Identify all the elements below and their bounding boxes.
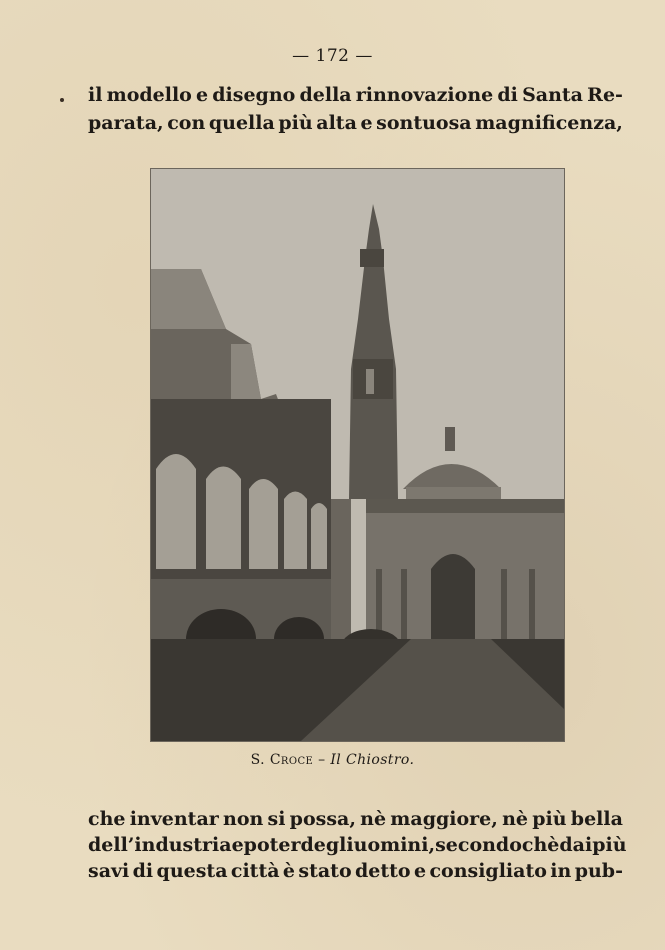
word: in xyxy=(550,860,572,882)
word: questa xyxy=(156,860,228,882)
word: maggiore, xyxy=(390,808,498,830)
word: e xyxy=(413,860,427,882)
word: stato xyxy=(298,860,352,882)
word: detto xyxy=(355,860,411,882)
margin-mark xyxy=(60,98,64,102)
word: sontuosa xyxy=(376,112,472,134)
bottom-text-line-2 xyxy=(88,834,627,856)
bottom-text-line-1 xyxy=(88,808,623,830)
word: bella xyxy=(570,808,623,830)
word: alta xyxy=(316,112,357,134)
word: città xyxy=(230,860,280,882)
word: degli xyxy=(300,834,354,856)
word: modello xyxy=(106,84,192,106)
word: disegno xyxy=(212,84,296,106)
word: con xyxy=(167,112,206,134)
word: di xyxy=(497,84,518,106)
cloister-photograph xyxy=(151,169,564,741)
word: di xyxy=(132,860,154,882)
word: possa, xyxy=(289,808,356,830)
word: non xyxy=(223,808,264,830)
word: si xyxy=(267,808,286,830)
word: inventar xyxy=(129,808,219,830)
word: pub- xyxy=(574,860,623,882)
word: il xyxy=(88,84,103,106)
word: dell’industria xyxy=(88,834,232,856)
word: più xyxy=(278,112,313,134)
caption-separator: – xyxy=(313,752,331,768)
word: consigliato xyxy=(429,860,547,882)
word: secondochè xyxy=(435,834,560,856)
word: della xyxy=(299,84,352,106)
word: savi xyxy=(88,860,130,882)
word: magnificenza, xyxy=(475,112,623,134)
word: dai xyxy=(559,834,593,856)
word: più xyxy=(532,808,567,830)
word: nè xyxy=(502,808,529,830)
top-text-line-2 xyxy=(88,112,623,134)
caption-place: S. Croce xyxy=(250,752,314,768)
word: è xyxy=(282,860,296,882)
word: uomini, xyxy=(353,834,436,856)
word: e xyxy=(196,84,209,106)
page-number: — 172 — xyxy=(292,46,373,66)
figure-caption xyxy=(0,752,665,768)
caption-title: Il Chiostro. xyxy=(330,752,415,768)
word: rinnovazione xyxy=(355,84,494,106)
word: nè xyxy=(360,808,387,830)
bottom-text-line-3 xyxy=(88,860,623,882)
word: Re- xyxy=(587,84,623,106)
word: e xyxy=(360,112,373,134)
word: e xyxy=(231,834,244,856)
word: poter xyxy=(243,834,301,856)
word: Santa xyxy=(522,84,583,106)
word: che xyxy=(88,808,126,830)
word: parata, xyxy=(88,112,164,134)
top-text-line-1 xyxy=(88,84,623,106)
word: quella xyxy=(208,112,275,134)
word: più xyxy=(592,834,627,856)
